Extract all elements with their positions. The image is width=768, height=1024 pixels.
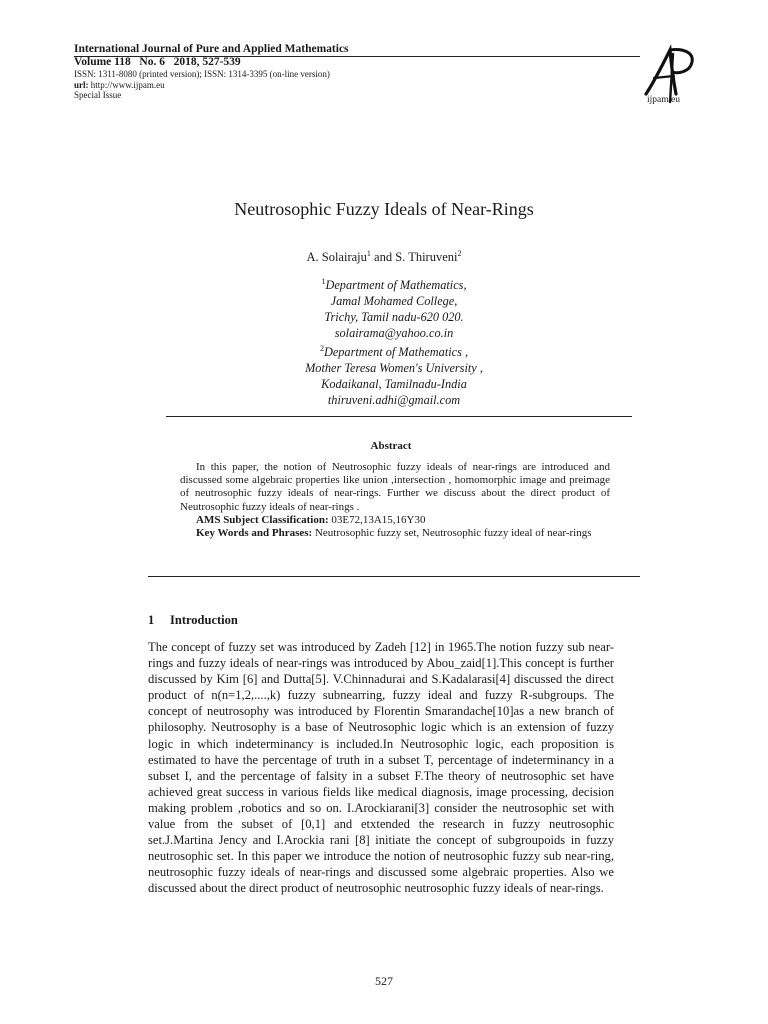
journal-volume: Volume 118 No. 6 2018, 527-539 <box>74 56 241 68</box>
affiliation-1-sup: 1 <box>321 277 326 286</box>
affiliation-2-city: Kodaikanal, Tamilnadu-India <box>321 377 467 392</box>
journal-url <box>74 80 644 91</box>
keywords-value: Neutrosophic fuzzy set, Neutrosophic fuzzy ideal of near-rings <box>312 527 592 540</box>
logo-caption: ijpam.eu <box>647 95 680 105</box>
abstract-body <box>180 461 610 540</box>
journal-url-label: url: <box>74 79 89 90</box>
journal-url-link[interactable]: http://www.ijpam.eu <box>90 79 165 90</box>
journal-header <box>74 43 644 101</box>
page-number: 527 <box>375 974 393 988</box>
author-line <box>0 249 768 265</box>
affiliation-1-dept <box>0 274 768 293</box>
affiliation-1-dept-text: Department of Mathematics, <box>325 278 467 293</box>
affiliation-2-sup: 2 <box>319 344 324 354</box>
header-rule <box>74 56 640 57</box>
abstract-heading: Abstract <box>370 440 412 452</box>
affiliation-1-college: Jamal Mohamed College, <box>330 294 458 309</box>
author-1: A. Solairaju <box>306 250 367 265</box>
affiliation-2-college: Mother Teresa Women's University , <box>305 361 483 376</box>
ams-label: AMS Subject Classification: <box>196 513 329 526</box>
ams-value: 03E72,13A15,16Y30 <box>328 513 426 526</box>
affiliation-1-email[interactable]: solairama@yahoo.co.in <box>334 326 454 341</box>
ams-classification <box>180 514 610 527</box>
author-conjunction: and <box>370 250 396 265</box>
abstract-top-rule <box>166 416 632 417</box>
author-2: S. Thiruveni <box>395 250 458 265</box>
introduction-paragraph: The concept of fuzzy set was introduced by Zadeh [12] in 1965.The notion fuzzy sub near-rings and fuzzy ideals of near-rings was introduced by Abou_zaid[1].This concept is further discussed by Kim [6] and Dutta[5]. V.Chinnadurai and S.Kadalarasi[4] discussed the direct product of n(n=1,2,....,k) fuzzy subnearring, fuzzy ideal and fuzzy R-subgroups. The concept of neutrosophy was introduced by Florentin Smarandache[10]as a new branch of philosophy. Neutrosophy is a base of Neutrosophic logic which is an extension of fuzzy logic in which indeterminancy is included.In Neutrosophic logic, each proposition is estimated to have the percentage of truth in a subset T, percentage of indeterminancy in a subset I, and the percentage of falsity in a subset F.The theory of neutrosophic set have achieved great success in various fields like medical diagnosis, image processing, decision making problem ,robotics and so on. I.Arockiarani[3] consider the neutrosophic set with value from the subset of [0,1] and etxtended the research in fuzzy neutrosophic set.J.Martina Jency and I.Arockia rani [8] initiate the concept of subgroupoids in fuzzy neutrosophic set. In this paper we introduce the notion of neutrosophic fuzzy sub near-ring, neutrosophic fuzzy ideals of near-rings and discussed some algebraic properties. Also we discussed about the direct product of neutrosophic neutrosophic fuzzy ideals of near-rings. <box>148 640 614 896</box>
abstract-text: In this paper, the notion of Neutrosophic fuzzy ideals of near-rings are introduced and discussed some algebraic properties like union ,intersection , homomorphic image and preimage of neutrosophic fuzzy ideals of near-rings. Further we discuss about the direct product of Neutrosophic fuzzy ideals of near-rings . <box>180 461 610 513</box>
author-2-sup: 2 <box>457 249 462 258</box>
author-1-sup: 1 <box>366 249 371 258</box>
affiliations <box>0 274 768 408</box>
keywords <box>180 527 610 540</box>
section-title: Introduction <box>170 613 238 627</box>
affiliation-1-city: Trichy, Tamil nadu-620 020. <box>324 310 464 325</box>
section-number: 1 <box>148 613 155 627</box>
keywords-label: Key Words and Phrases: <box>196 527 313 540</box>
paper-title: Neutrosophic Fuzzy Ideals of Near-Rings <box>234 199 534 219</box>
section-body <box>148 639 614 897</box>
journal-issue-note: Special Issue <box>74 90 122 100</box>
affiliation-2-email[interactable]: thiruveni.adhi@gmail.com <box>327 393 461 408</box>
abstract-bottom-rule <box>148 576 640 577</box>
section-heading <box>148 613 238 628</box>
affiliation-2-dept <box>0 341 768 360</box>
affiliation-2-dept-text: Department of Mathematics , <box>323 345 469 360</box>
journal-name: International Journal of Pure and Applied Mathematics <box>74 43 349 55</box>
journal-issn: ISSN: 1311-8080 (printed version); ISSN: 1314-3395 (on-line version) <box>74 69 330 79</box>
